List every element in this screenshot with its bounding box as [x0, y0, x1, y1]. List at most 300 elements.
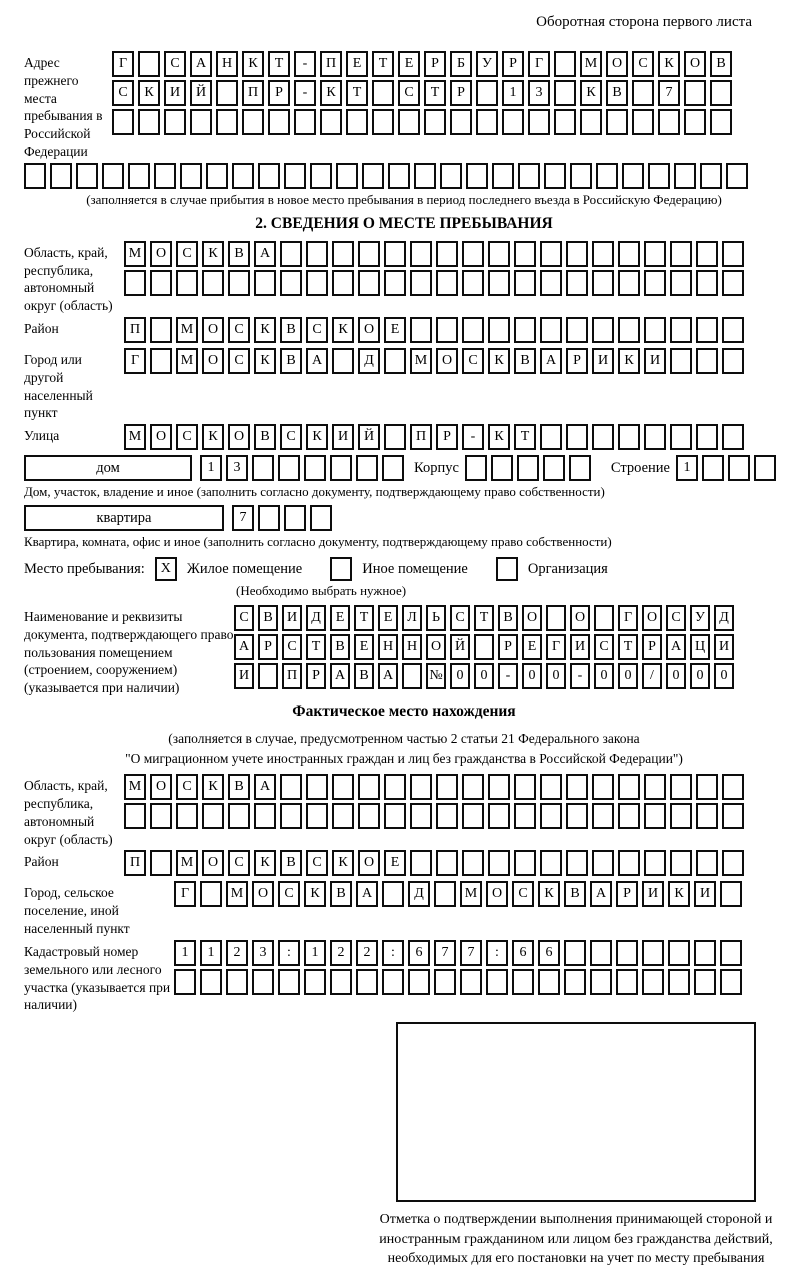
char-box[interactable] [514, 850, 536, 876]
char-box[interactable] [164, 109, 186, 135]
char-box[interactable] [384, 424, 406, 450]
char-box[interactable] [306, 803, 328, 829]
char-box[interactable] [618, 424, 640, 450]
char-box[interactable]: В [498, 605, 518, 631]
char-box[interactable] [254, 270, 276, 296]
char-box[interactable]: № [426, 663, 446, 689]
char-box[interactable]: : [278, 940, 300, 966]
char-box[interactable] [488, 317, 510, 343]
char-box[interactable] [554, 51, 576, 77]
char-box[interactable] [294, 109, 316, 135]
char-box[interactable]: М [226, 881, 248, 907]
char-box[interactable] [306, 774, 328, 800]
char-box[interactable]: С [282, 634, 302, 660]
char-box[interactable] [644, 424, 666, 450]
char-box[interactable] [384, 241, 406, 267]
char-box[interactable] [410, 317, 432, 343]
char-box[interactable] [594, 605, 614, 631]
char-box[interactable] [382, 969, 404, 995]
char-box[interactable] [618, 850, 640, 876]
char-box[interactable]: 0 [666, 663, 686, 689]
char-box[interactable] [644, 241, 666, 267]
char-box[interactable] [258, 663, 278, 689]
char-box[interactable]: И [234, 663, 254, 689]
char-box[interactable] [76, 163, 98, 189]
char-box[interactable]: В [606, 80, 628, 106]
char-box[interactable]: В [330, 881, 352, 907]
char-box[interactable]: 2 [226, 940, 248, 966]
char-box[interactable] [436, 850, 458, 876]
char-box[interactable] [176, 803, 198, 829]
char-box[interactable]: С [512, 881, 534, 907]
char-box[interactable] [540, 317, 562, 343]
char-box[interactable]: М [176, 850, 198, 876]
char-box[interactable] [346, 109, 368, 135]
char-box[interactable] [258, 163, 280, 189]
char-box[interactable] [726, 163, 748, 189]
char-box[interactable] [592, 774, 614, 800]
char-box[interactable]: 2 [356, 940, 378, 966]
char-box[interactable] [372, 109, 394, 135]
char-box[interactable]: И [642, 881, 664, 907]
char-box[interactable]: Т [268, 51, 290, 77]
char-box[interactable] [358, 241, 380, 267]
char-box[interactable] [476, 80, 498, 106]
char-box[interactable]: Д [306, 605, 326, 631]
char-box[interactable]: К [202, 241, 224, 267]
char-box[interactable]: О [486, 881, 508, 907]
char-box[interactable] [754, 455, 776, 481]
char-box[interactable]: 1 [304, 940, 326, 966]
char-box[interactable] [358, 774, 380, 800]
char-box[interactable]: Б [450, 51, 472, 77]
char-box[interactable] [278, 969, 300, 995]
char-box[interactable]: О [522, 605, 542, 631]
char-box[interactable]: Д [408, 881, 430, 907]
char-box[interactable] [592, 424, 614, 450]
char-box[interactable]: К [304, 881, 326, 907]
char-box[interactable]: С [594, 634, 614, 660]
char-box[interactable]: 3 [252, 940, 274, 966]
char-box[interactable]: О [202, 850, 224, 876]
char-box[interactable] [564, 940, 586, 966]
char-box[interactable] [670, 241, 692, 267]
char-box[interactable]: Т [474, 605, 494, 631]
char-box[interactable] [410, 850, 432, 876]
char-box[interactable] [566, 774, 588, 800]
char-box[interactable]: К [332, 317, 354, 343]
char-box[interactable]: 7 [460, 940, 482, 966]
char-box[interactable]: А [378, 663, 398, 689]
char-box[interactable]: У [690, 605, 710, 631]
char-box[interactable] [232, 163, 254, 189]
char-box[interactable] [670, 270, 692, 296]
char-box[interactable] [502, 109, 524, 135]
char-box[interactable] [720, 940, 742, 966]
char-box[interactable] [202, 803, 224, 829]
char-box[interactable]: 6 [408, 940, 430, 966]
char-box[interactable]: Р [642, 634, 662, 660]
char-box[interactable] [384, 803, 406, 829]
char-box[interactable]: М [124, 424, 146, 450]
char-box[interactable]: - [498, 663, 518, 689]
char-box[interactable] [590, 969, 612, 995]
char-box[interactable] [710, 80, 732, 106]
char-box[interactable]: О [202, 317, 224, 343]
char-box[interactable] [696, 270, 718, 296]
char-box[interactable] [722, 424, 744, 450]
char-box[interactable] [658, 109, 680, 135]
char-box[interactable] [540, 774, 562, 800]
checkbox-other-premises[interactable] [330, 557, 352, 581]
char-box[interactable]: О [150, 774, 172, 800]
char-box[interactable]: М [580, 51, 602, 77]
char-box[interactable]: 0 [522, 663, 542, 689]
char-box[interactable]: К [254, 850, 276, 876]
char-box[interactable]: В [354, 663, 374, 689]
char-box[interactable]: К [202, 774, 224, 800]
char-box[interactable] [722, 241, 744, 267]
char-box[interactable]: О [150, 424, 172, 450]
char-box[interactable] [694, 969, 716, 995]
char-box[interactable] [488, 850, 510, 876]
char-box[interactable] [592, 317, 614, 343]
char-box[interactable] [408, 969, 430, 995]
char-box[interactable] [540, 850, 562, 876]
char-box[interactable] [466, 163, 488, 189]
char-box[interactable] [569, 455, 591, 481]
char-box[interactable]: А [666, 634, 686, 660]
char-box[interactable] [362, 163, 384, 189]
char-box[interactable]: Р [566, 348, 588, 374]
char-box[interactable] [488, 803, 510, 829]
char-box[interactable] [358, 270, 380, 296]
char-box[interactable]: Р [616, 881, 638, 907]
char-box[interactable] [228, 803, 250, 829]
char-box[interactable]: 6 [512, 940, 534, 966]
char-box[interactable]: И [694, 881, 716, 907]
char-box[interactable]: В [710, 51, 732, 77]
char-box[interactable]: Р [258, 634, 278, 660]
char-box[interactable]: 0 [474, 663, 494, 689]
char-box[interactable]: 0 [690, 663, 710, 689]
char-box[interactable] [216, 109, 238, 135]
char-box[interactable]: М [410, 348, 432, 374]
house-type-box[interactable]: дом [24, 455, 192, 481]
char-box[interactable] [492, 163, 514, 189]
char-box[interactable]: П [124, 850, 146, 876]
char-box[interactable]: Е [384, 317, 406, 343]
char-box[interactable]: И [164, 80, 186, 106]
char-box[interactable]: С [450, 605, 470, 631]
char-box[interactable]: А [234, 634, 254, 660]
char-box[interactable]: Д [714, 605, 734, 631]
char-box[interactable] [514, 803, 536, 829]
char-box[interactable] [592, 803, 614, 829]
char-box[interactable] [566, 850, 588, 876]
char-box[interactable] [190, 109, 212, 135]
char-box[interactable]: Л [402, 605, 422, 631]
char-box[interactable] [424, 109, 446, 135]
char-box[interactable] [616, 969, 638, 995]
checkbox-residential[interactable]: X [155, 557, 177, 581]
char-box[interactable] [278, 455, 300, 481]
char-box[interactable]: Г [528, 51, 550, 77]
char-box[interactable] [590, 940, 612, 966]
char-box[interactable]: 3 [226, 455, 248, 481]
char-box[interactable]: О [358, 850, 380, 876]
char-box[interactable]: О [252, 881, 274, 907]
char-box[interactable] [460, 969, 482, 995]
char-box[interactable] [280, 270, 302, 296]
char-box[interactable]: Е [384, 850, 406, 876]
char-box[interactable]: П [282, 663, 302, 689]
char-box[interactable] [414, 163, 436, 189]
char-box[interactable]: В [330, 634, 350, 660]
char-box[interactable] [332, 774, 354, 800]
char-box[interactable] [720, 969, 742, 995]
char-box[interactable] [304, 455, 326, 481]
char-box[interactable] [124, 803, 146, 829]
char-box[interactable] [514, 317, 536, 343]
char-box[interactable]: - [462, 424, 484, 450]
char-box[interactable]: В [280, 850, 302, 876]
char-box[interactable] [622, 163, 644, 189]
char-box[interactable] [358, 803, 380, 829]
char-box[interactable]: В [280, 348, 302, 374]
char-box[interactable]: С [306, 850, 328, 876]
char-box[interactable] [722, 270, 744, 296]
char-box[interactable]: О [202, 348, 224, 374]
char-box[interactable] [668, 969, 690, 995]
char-box[interactable]: В [228, 774, 250, 800]
char-box[interactable] [566, 424, 588, 450]
char-box[interactable] [332, 348, 354, 374]
char-box[interactable] [644, 774, 666, 800]
char-box[interactable] [616, 940, 638, 966]
char-box[interactable] [242, 109, 264, 135]
char-box[interactable] [284, 163, 306, 189]
char-box[interactable] [488, 241, 510, 267]
char-box[interactable]: В [514, 348, 536, 374]
char-box[interactable] [320, 109, 342, 135]
char-box[interactable]: Т [514, 424, 536, 450]
char-box[interactable] [410, 774, 432, 800]
char-box[interactable] [254, 803, 276, 829]
char-box[interactable]: Р [268, 80, 290, 106]
char-box[interactable]: / [642, 663, 662, 689]
char-box[interactable] [200, 881, 222, 907]
char-box[interactable]: Р [498, 634, 518, 660]
char-box[interactable]: 1 [502, 80, 524, 106]
char-box[interactable]: М [176, 317, 198, 343]
char-box[interactable]: К [332, 850, 354, 876]
char-box[interactable]: 6 [538, 940, 560, 966]
char-box[interactable]: Т [424, 80, 446, 106]
char-box[interactable]: С [164, 51, 186, 77]
char-box[interactable] [486, 969, 508, 995]
char-box[interactable] [566, 241, 588, 267]
char-box[interactable] [514, 241, 536, 267]
char-box[interactable]: 0 [546, 663, 566, 689]
char-box[interactable]: К [658, 51, 680, 77]
char-box[interactable] [554, 109, 576, 135]
char-box[interactable] [514, 774, 536, 800]
char-box[interactable]: А [356, 881, 378, 907]
char-box[interactable]: Р [450, 80, 472, 106]
char-box[interactable] [580, 109, 602, 135]
char-box[interactable] [410, 803, 432, 829]
char-box[interactable]: И [644, 348, 666, 374]
char-box[interactable] [538, 969, 560, 995]
char-box[interactable]: Е [378, 605, 398, 631]
char-box[interactable]: О [426, 634, 446, 660]
char-box[interactable]: Г [546, 634, 566, 660]
char-box[interactable]: : [382, 940, 404, 966]
char-box[interactable] [668, 940, 690, 966]
char-box[interactable] [304, 969, 326, 995]
char-box[interactable] [268, 109, 290, 135]
char-box[interactable] [566, 803, 588, 829]
char-box[interactable] [150, 803, 172, 829]
char-box[interactable] [280, 241, 302, 267]
char-box[interactable] [252, 455, 274, 481]
char-box[interactable]: В [228, 241, 250, 267]
char-box[interactable]: 1 [200, 455, 222, 481]
char-box[interactable]: М [124, 774, 146, 800]
char-box[interactable]: 1 [676, 455, 698, 481]
char-box[interactable] [702, 455, 724, 481]
char-box[interactable]: С [666, 605, 686, 631]
char-box[interactable] [696, 774, 718, 800]
char-box[interactable] [592, 241, 614, 267]
char-box[interactable] [382, 881, 404, 907]
char-box[interactable]: И [332, 424, 354, 450]
char-box[interactable]: Н [378, 634, 398, 660]
char-box[interactable]: 0 [450, 663, 470, 689]
char-box[interactable]: Ц [690, 634, 710, 660]
char-box[interactable]: Р [436, 424, 458, 450]
char-box[interactable] [632, 80, 654, 106]
char-box[interactable]: С [306, 317, 328, 343]
char-box[interactable] [450, 109, 472, 135]
char-box[interactable]: 0 [594, 663, 614, 689]
char-box[interactable] [618, 270, 640, 296]
char-box[interactable] [696, 241, 718, 267]
char-box[interactable] [694, 940, 716, 966]
char-box[interactable] [310, 163, 332, 189]
char-box[interactable] [150, 317, 172, 343]
char-box[interactable] [440, 163, 462, 189]
char-box[interactable] [670, 317, 692, 343]
char-box[interactable]: И [714, 634, 734, 660]
char-box[interactable]: И [592, 348, 614, 374]
char-box[interactable] [462, 317, 484, 343]
char-box[interactable]: 7 [658, 80, 680, 106]
char-box[interactable] [592, 850, 614, 876]
char-box[interactable]: Г [124, 348, 146, 374]
char-box[interactable]: С [280, 424, 302, 450]
char-box[interactable]: У [476, 51, 498, 77]
char-box[interactable]: 0 [618, 663, 638, 689]
char-box[interactable]: А [540, 348, 562, 374]
char-box[interactable] [462, 774, 484, 800]
char-box[interactable] [332, 803, 354, 829]
char-box[interactable]: П [410, 424, 432, 450]
char-box[interactable] [696, 424, 718, 450]
char-box[interactable] [356, 969, 378, 995]
char-box[interactable]: Р [502, 51, 524, 77]
char-box[interactable] [332, 241, 354, 267]
char-box[interactable]: К [618, 348, 640, 374]
char-box[interactable] [696, 850, 718, 876]
char-box[interactable]: К [668, 881, 690, 907]
char-box[interactable] [546, 605, 566, 631]
char-box[interactable] [644, 850, 666, 876]
char-box[interactable] [372, 80, 394, 106]
char-box[interactable]: 7 [434, 940, 456, 966]
char-box[interactable] [570, 163, 592, 189]
char-box[interactable]: Р [306, 663, 326, 689]
char-box[interactable] [24, 163, 46, 189]
char-box[interactable] [684, 80, 706, 106]
char-box[interactable] [332, 270, 354, 296]
char-box[interactable] [102, 163, 124, 189]
char-box[interactable]: Н [216, 51, 238, 77]
char-box[interactable] [566, 317, 588, 343]
char-box[interactable] [642, 940, 664, 966]
char-box[interactable]: И [570, 634, 590, 660]
char-box[interactable] [280, 774, 302, 800]
apartment-type-box[interactable]: квартира [24, 505, 224, 531]
char-box[interactable]: Т [354, 605, 374, 631]
char-box[interactable] [112, 109, 134, 135]
char-box[interactable] [696, 317, 718, 343]
char-box[interactable]: С [176, 424, 198, 450]
char-box[interactable] [474, 634, 494, 660]
char-box[interactable] [465, 455, 487, 481]
char-box[interactable] [618, 317, 640, 343]
char-box[interactable]: Г [618, 605, 638, 631]
char-box[interactable]: А [190, 51, 212, 77]
char-box[interactable] [434, 969, 456, 995]
char-box[interactable]: О [642, 605, 662, 631]
char-box[interactable] [306, 241, 328, 267]
char-box[interactable] [434, 881, 456, 907]
char-box[interactable]: Т [346, 80, 368, 106]
char-box[interactable] [596, 163, 618, 189]
char-box[interactable] [180, 163, 202, 189]
char-box[interactable] [700, 163, 722, 189]
char-box[interactable] [528, 109, 550, 135]
char-box[interactable] [310, 505, 332, 531]
char-box[interactable]: О [150, 241, 172, 267]
char-box[interactable] [720, 881, 742, 907]
char-box[interactable]: В [280, 317, 302, 343]
char-box[interactable] [50, 163, 72, 189]
char-box[interactable] [436, 803, 458, 829]
char-box[interactable]: Г [174, 881, 196, 907]
char-box[interactable] [200, 969, 222, 995]
char-box[interactable] [618, 803, 640, 829]
char-box[interactable]: О [684, 51, 706, 77]
char-box[interactable] [517, 455, 539, 481]
char-box[interactable] [696, 803, 718, 829]
char-box[interactable]: Н [402, 634, 422, 660]
char-box[interactable] [436, 270, 458, 296]
char-box[interactable] [644, 270, 666, 296]
char-box[interactable]: - [294, 51, 316, 77]
